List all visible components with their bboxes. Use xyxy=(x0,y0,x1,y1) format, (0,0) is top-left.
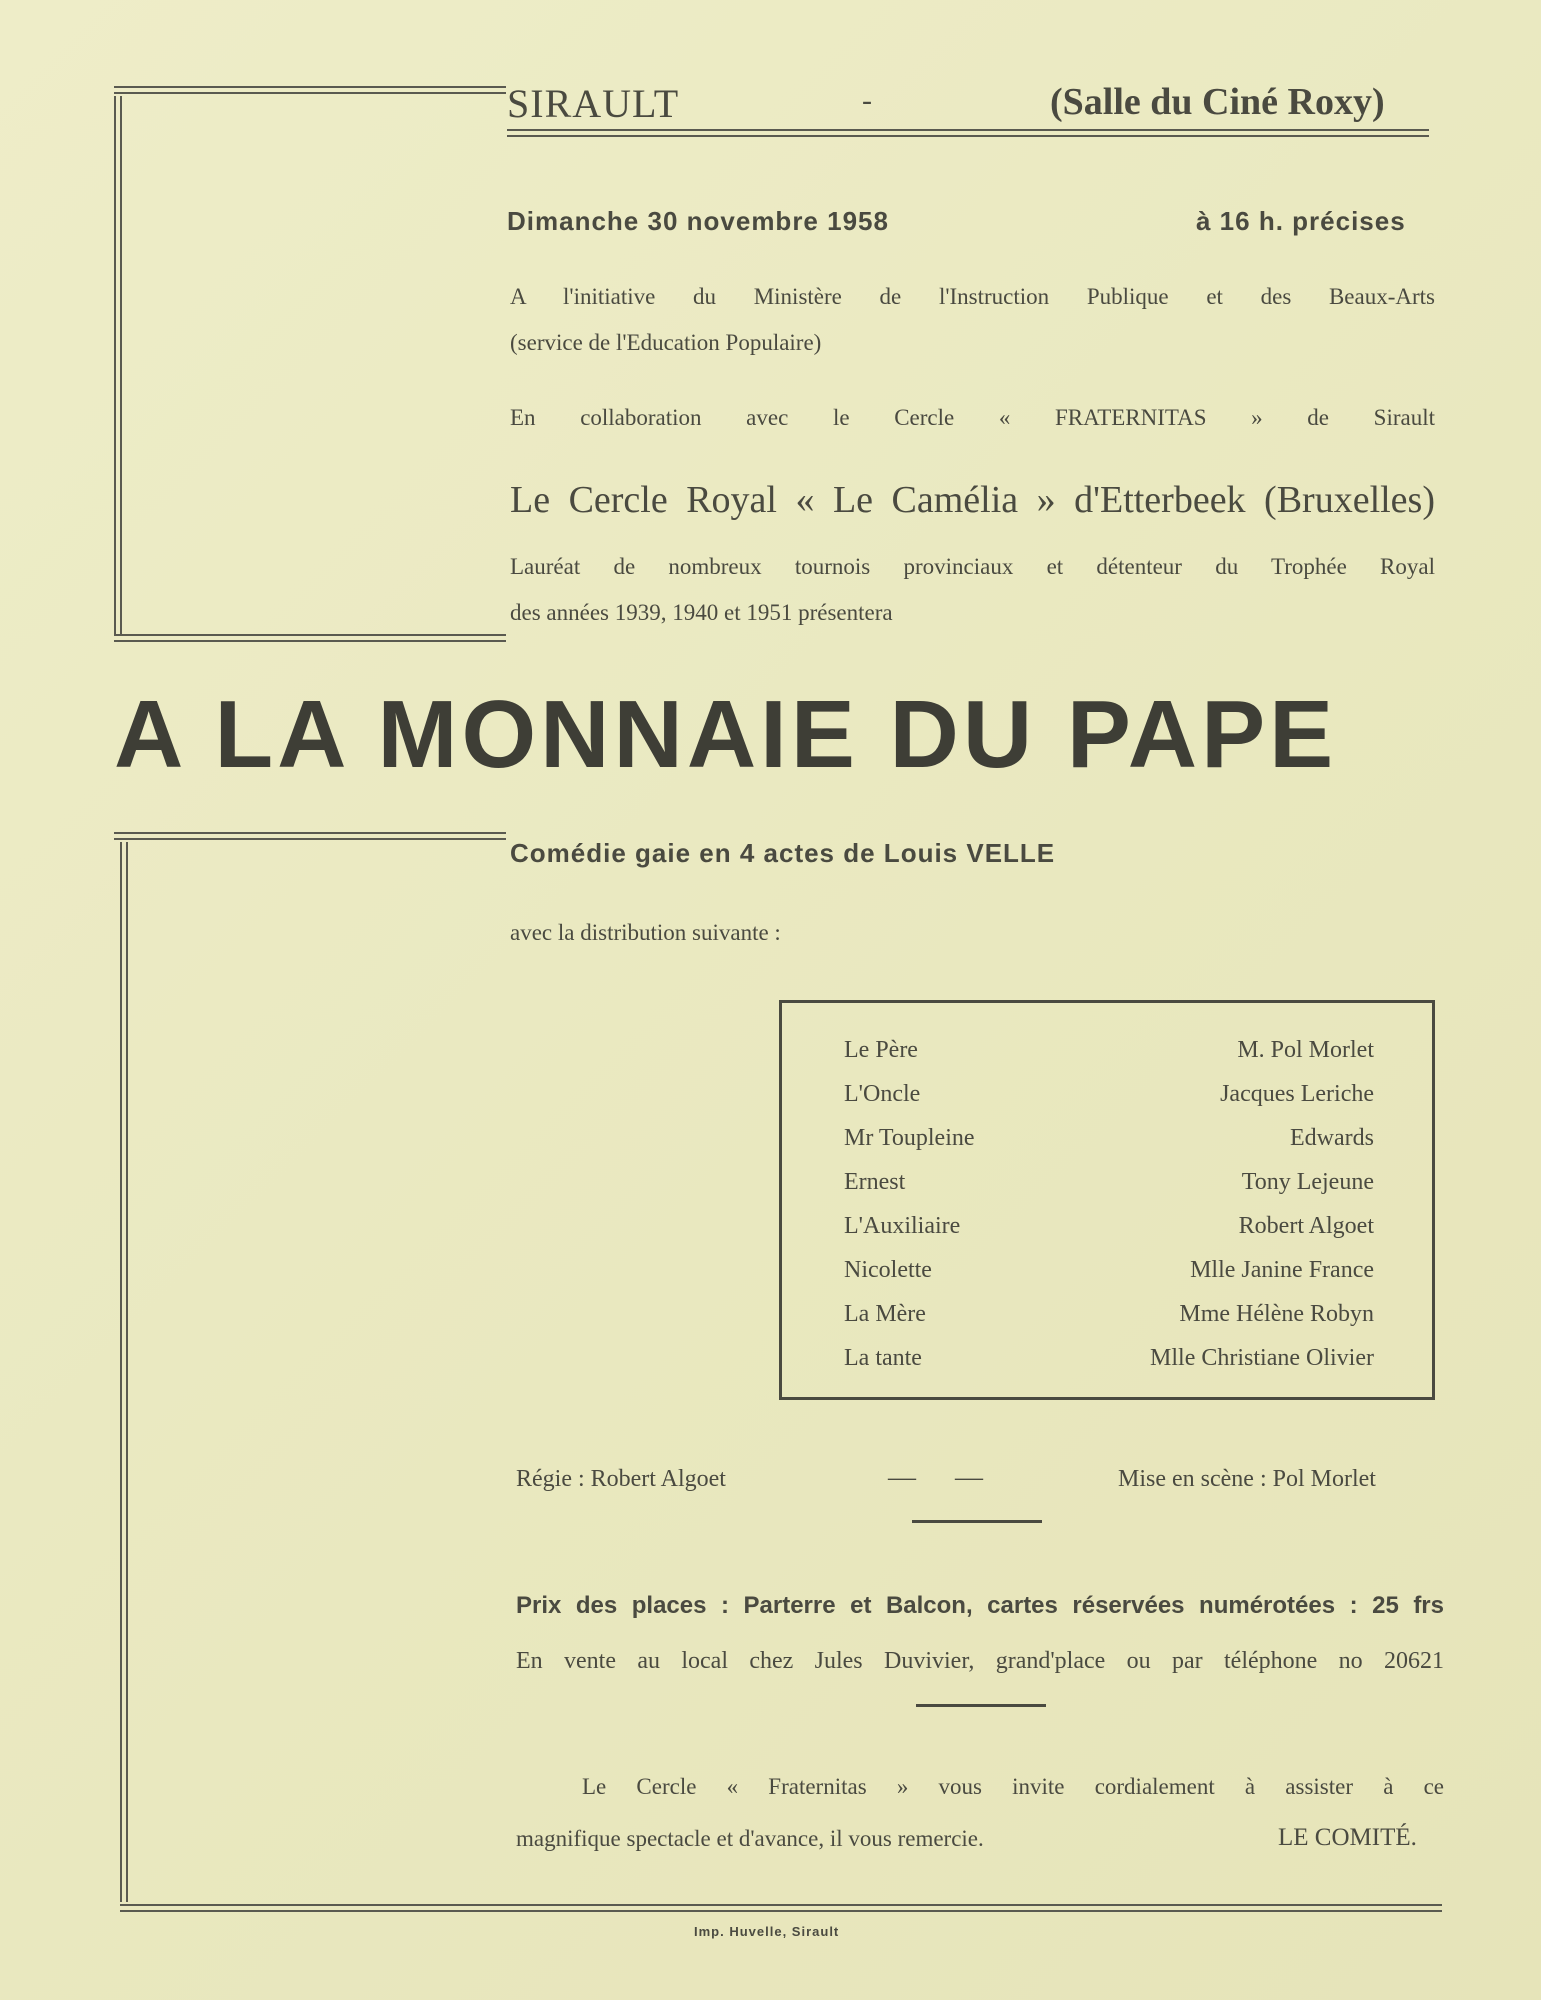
play-title: A LA MONNAIE DU PAPE xyxy=(114,681,1338,788)
event-date: Dimanche 30 novembre 1958 xyxy=(507,206,889,236)
cast-row xyxy=(844,1125,1374,1165)
ticket-price: Prix des places : Parterre et Balcon, cartes réservées numérotées : 25 frs xyxy=(516,1592,1444,1619)
cast-actor: Edwards xyxy=(1290,1125,1374,1151)
header-town: SIRAULT xyxy=(507,81,680,126)
ticket-sales: En vente au local chez Jules Duvivier, grand'place ou par téléphone no 20621 xyxy=(516,1648,1444,1674)
cast-row xyxy=(844,1169,1374,1209)
cast-role: La Mère xyxy=(844,1301,926,1327)
header-underline-rule xyxy=(507,129,1429,137)
cast-role: Mr Toupleine xyxy=(844,1125,975,1151)
header-dash: - xyxy=(862,84,872,117)
bottom-rule xyxy=(120,1904,1442,1912)
cast-row xyxy=(844,1257,1374,1297)
initiative-line-2: (service de l'Education Populaire) xyxy=(510,330,822,355)
laureat-line-2: des années 1939, 1940 et 1951 présentera xyxy=(510,600,893,625)
cast-actor: Tony Lejeune xyxy=(1241,1169,1374,1195)
cast-actor: Mlle Janine France xyxy=(1190,1257,1374,1283)
top-left-rule xyxy=(114,86,506,94)
cast-role: Le Père xyxy=(844,1037,918,1063)
cast-actor: Robert Algoet xyxy=(1238,1213,1374,1239)
lower-left-frame-rule xyxy=(120,842,128,1902)
upper-frame-bottom-rule xyxy=(114,634,506,642)
troupe-name: Le Cercle Royal « Le Camélia » d'Etterbeek (Bruxelles) xyxy=(510,479,1435,521)
upper-left-frame-rule xyxy=(114,96,122,634)
mise-en-scene-credit: Mise en scène : Pol Morlet xyxy=(1118,1466,1376,1492)
collaboration-line: En collaboration avec le Cercle « FRATERNITAS » de Sirault xyxy=(510,405,1435,430)
cast-row xyxy=(844,1037,1374,1077)
divider-rule xyxy=(916,1704,1046,1707)
cast-role: L'Oncle xyxy=(844,1081,921,1107)
lower-frame-top-rule xyxy=(114,832,506,840)
credit-dashes: — — xyxy=(888,1462,999,1493)
cast-row xyxy=(844,1081,1374,1121)
cast-role: L'Auxiliaire xyxy=(844,1213,961,1239)
cast-actor: Jacques Leriche xyxy=(1220,1081,1374,1107)
cast-row xyxy=(844,1345,1374,1385)
initiative-line-1: A l'initiative du Ministère de l'Instruction Publique et des Beaux-Arts xyxy=(510,284,1435,309)
cast-actor: Mme Hélène Robyn xyxy=(1179,1301,1374,1327)
play-subtitle: Comédie gaie en 4 actes de Louis VELLE xyxy=(510,838,1056,868)
cast-row xyxy=(844,1213,1374,1253)
laureat-line-1: Lauréat de nombreux tournois provinciaux et détenteur du Trophée Royal xyxy=(510,554,1435,579)
cast-row xyxy=(844,1301,1374,1341)
cast-role: La tante xyxy=(844,1345,922,1371)
cast-role: Nicolette xyxy=(844,1257,932,1283)
regie-credit: Régie : Robert Algoet xyxy=(516,1466,726,1492)
header-venue: (Salle du Ciné Roxy) xyxy=(1050,81,1385,123)
event-time: à 16 h. précises xyxy=(1196,206,1406,236)
cast-list xyxy=(779,1000,1435,1400)
signature: LE COMITÉ. xyxy=(1278,1824,1417,1851)
cast-actor: M. Pol Morlet xyxy=(1237,1037,1374,1063)
distribution-intro: avec la distribution suivante : xyxy=(510,920,781,945)
cast-role: Ernest xyxy=(844,1169,906,1195)
printer-imprint: Imp. Huvelle, Sirault xyxy=(694,1924,840,1939)
cast-actor: Mlle Christiane Olivier xyxy=(1150,1345,1374,1371)
closing-line-1: Le Cercle « Fraternitas » vous invite cordialement à assister à ce xyxy=(582,1774,1444,1799)
closing-line-2: magnifique spectacle et d'avance, il vous remercie. xyxy=(516,1826,984,1851)
divider-rule xyxy=(912,1520,1042,1523)
